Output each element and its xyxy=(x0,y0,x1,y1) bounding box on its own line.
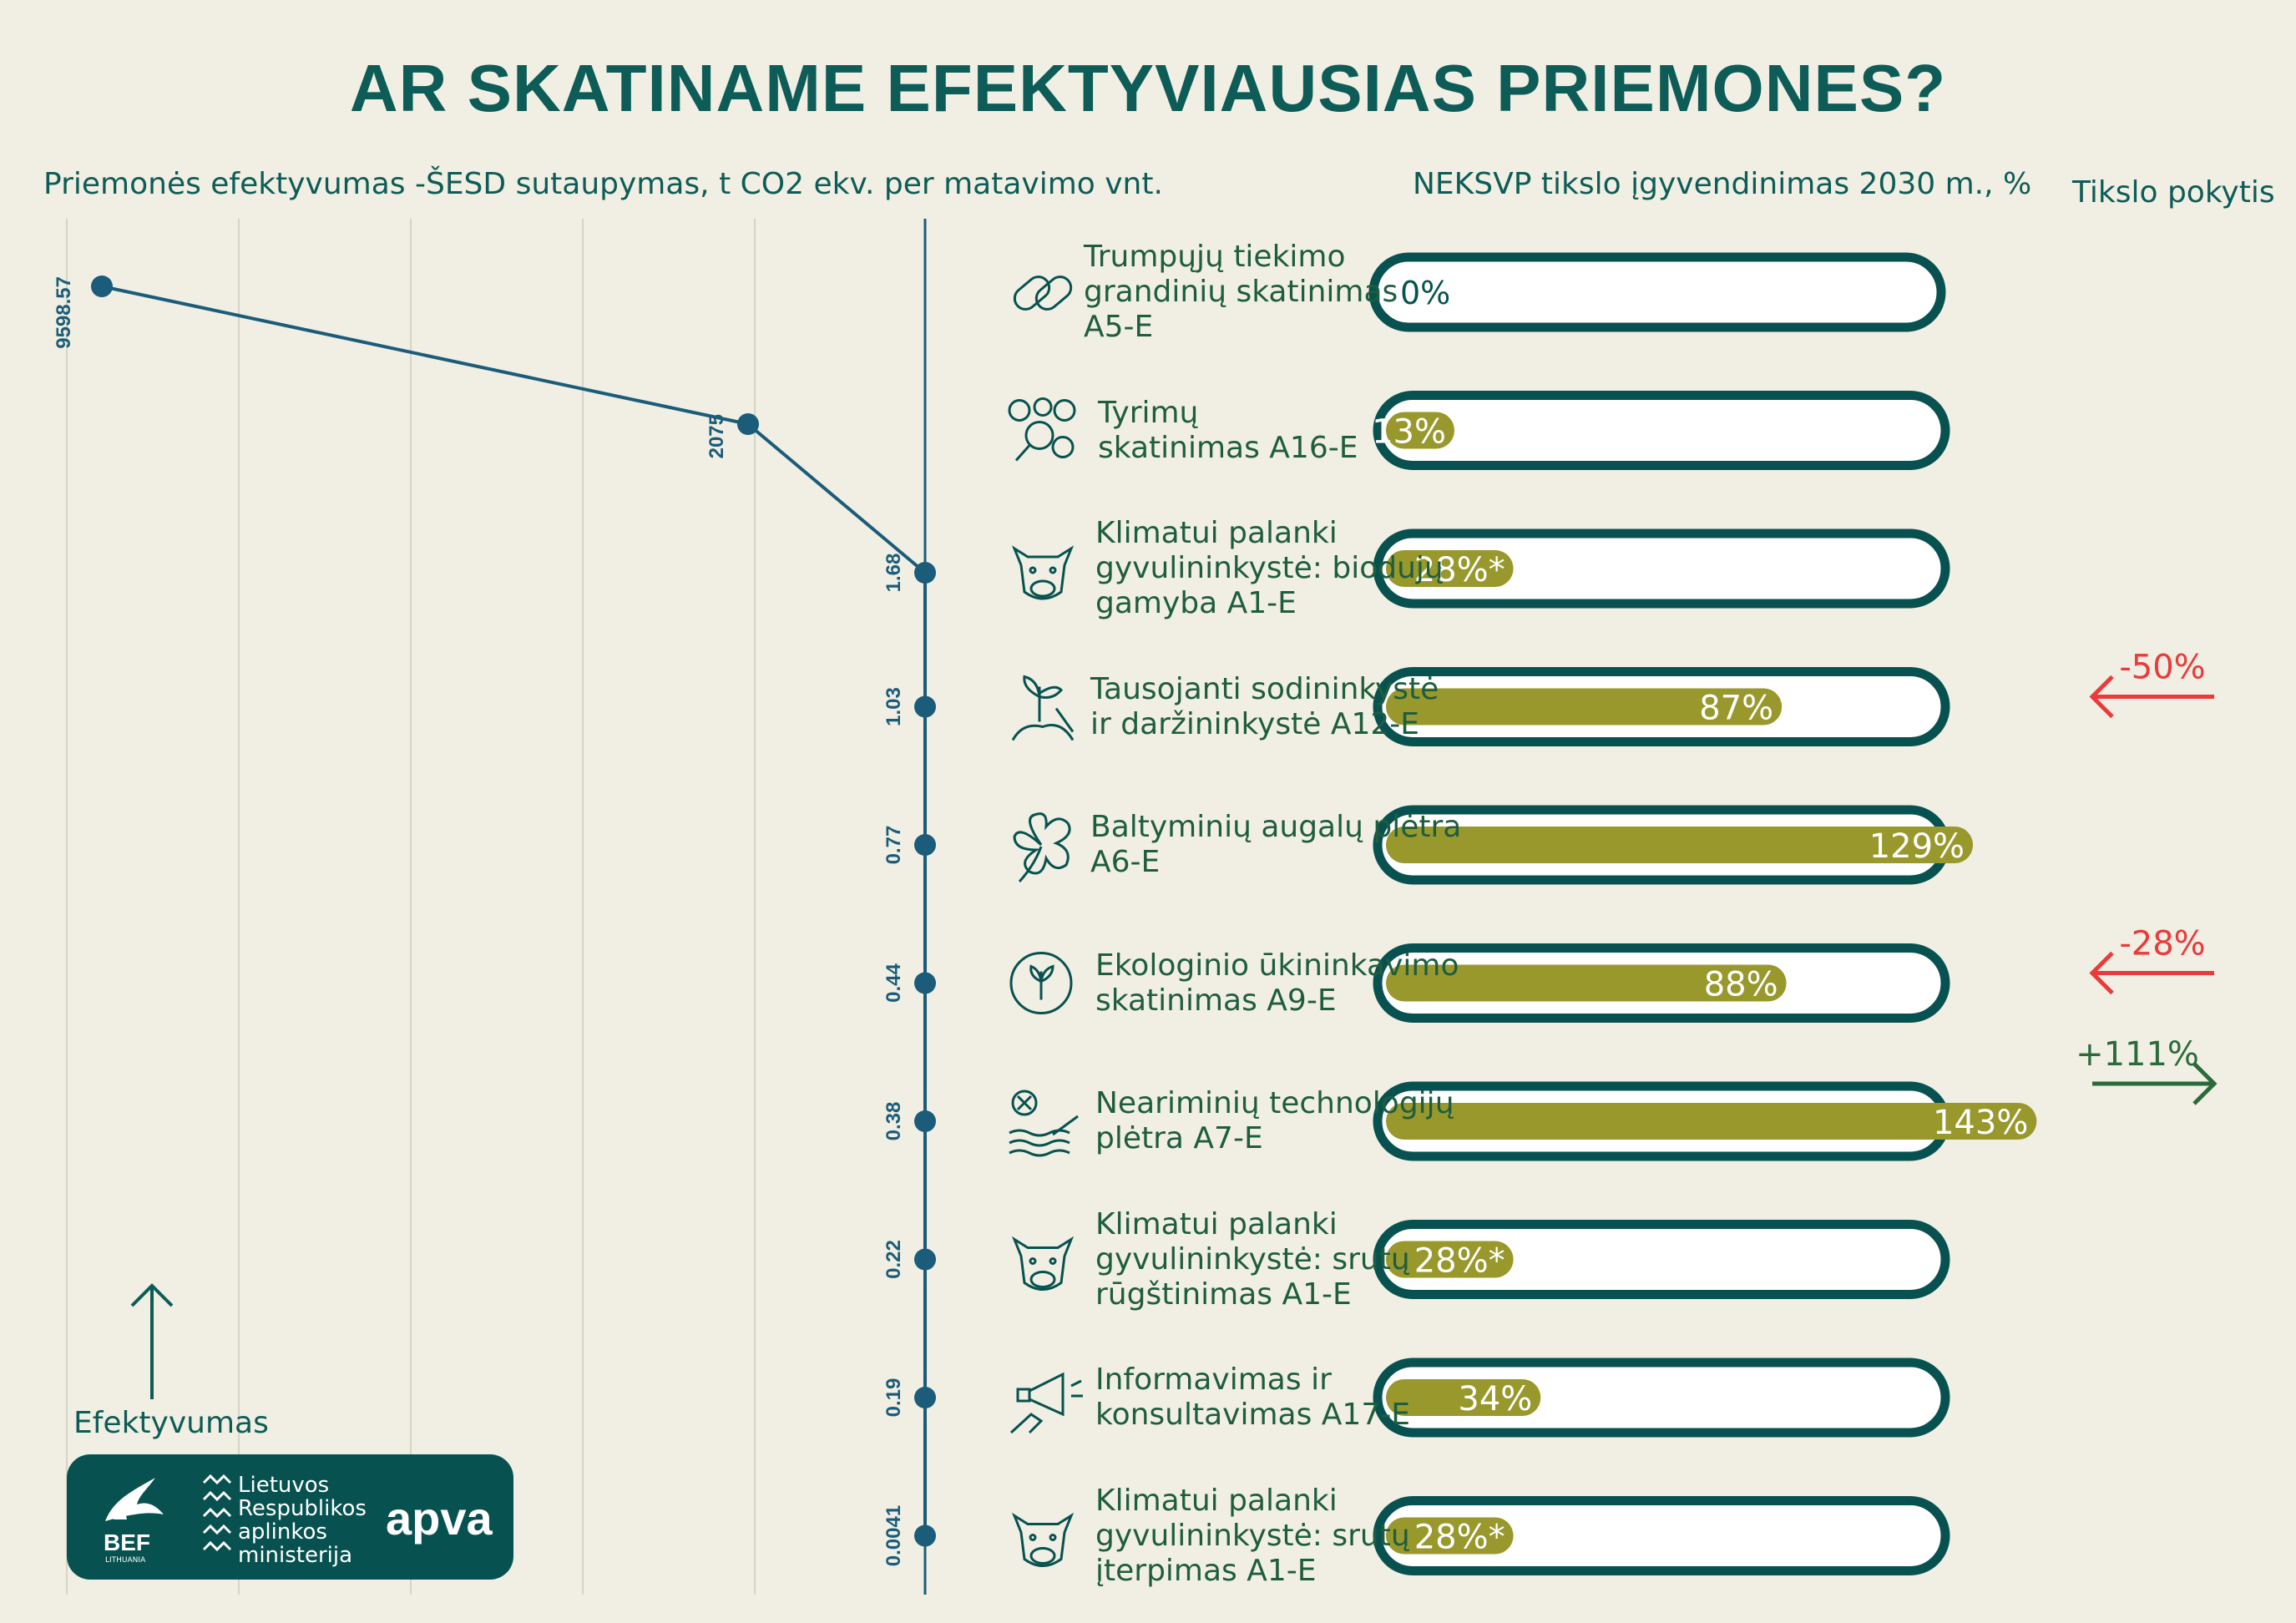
efficiency-value-label-7: 0.22 xyxy=(882,1240,905,1279)
measure-label-line: Klimatui palanki xyxy=(1095,1206,1338,1241)
efficiency-point-8 xyxy=(914,1387,936,1408)
measure-label-line: Tausojanti sodininkystė xyxy=(1090,671,1439,706)
cow-icon xyxy=(1014,1516,1071,1566)
target-bar-value-0: 0% xyxy=(1400,275,1451,311)
efficiency-value-label-9: 0.0041 xyxy=(882,1504,905,1567)
efficiency-point-3 xyxy=(914,696,936,718)
efficiency-series-line xyxy=(102,286,925,1536)
ministry-line-3: aplinkos xyxy=(238,1519,327,1545)
efficiency-value-label-3: 1.03 xyxy=(882,687,905,726)
measure-label-line: plėtra A7-E xyxy=(1095,1121,1263,1155)
research-icon xyxy=(1009,399,1075,461)
ministry-line-4: ministerija xyxy=(238,1543,353,1568)
measure-label-3 xyxy=(1090,672,1439,742)
measure-label-9 xyxy=(1095,1484,1410,1589)
bef-logo-text: BEF xyxy=(104,1529,150,1555)
page-title: AR SKATINAME EFEKTYVIAUSIAS PRIEMONES? xyxy=(349,51,1947,125)
efficiency-value-label-8: 0.19 xyxy=(882,1378,905,1418)
target-bar-value-3: 87% xyxy=(1699,689,1774,728)
efficiency-point-2 xyxy=(914,562,936,584)
measure-label-2 xyxy=(1095,516,1444,621)
efficiency-value-label-2: 1.68 xyxy=(882,553,905,593)
measure-label-line: rūgštinimas A1-E xyxy=(1095,1277,1352,1312)
bar-chart-subtitle: NEKSVP tikslo įgyvendinimas 2030 m., % xyxy=(1413,167,2032,201)
efficiency-value-label-6: 0.38 xyxy=(882,1101,905,1141)
measure-label-7 xyxy=(1095,1207,1410,1312)
efficiency-point-5 xyxy=(914,973,936,994)
measure-label-line: skatinimas A9-E xyxy=(1095,983,1337,1018)
ministry-line-1: Lietuvos xyxy=(238,1473,330,1498)
target-bar-value-6: 143% xyxy=(1932,1104,2029,1142)
gardening-icon xyxy=(1013,677,1073,741)
clover-icon xyxy=(1014,814,1070,882)
measure-label-line: gyvulininkystė: srutų xyxy=(1095,1241,1410,1277)
efficiency-point-6 xyxy=(914,1110,936,1132)
measure-label-line: gamyba A1-E xyxy=(1095,586,1297,620)
measure-label-line: Ekologinio ūkininkavimo xyxy=(1095,948,1459,983)
apva-logo-text: apva xyxy=(386,1492,493,1545)
efficiency-value-label-4: 0.77 xyxy=(882,825,905,865)
measure-label-line: Klimatui palanki xyxy=(1095,1483,1338,1518)
eco-cycle-icon xyxy=(1011,953,1071,1014)
no-till-icon xyxy=(1009,1091,1078,1155)
change-value-6: +111% xyxy=(2076,1035,2199,1074)
measure-label-line: A6-E xyxy=(1090,845,1161,879)
target-bar-value-7: 28%* xyxy=(1414,1241,1505,1281)
measure-label-line: gyvulininkystė: biodujų xyxy=(1095,551,1444,585)
change-value-5: -28% xyxy=(2119,924,2206,963)
efficiency-point-1 xyxy=(737,413,759,435)
efficiency-value-label-1: 2075 xyxy=(705,414,728,459)
ministry-line-2: Respublikos xyxy=(238,1496,367,1521)
left-chart-subtitle: Priemonės efektyvumas -ŠESD sutaupymas, t CO2 ekv. per matavimo vnt. xyxy=(43,167,1163,201)
ministry-emblem-icon xyxy=(200,1474,234,1558)
megaphone-icon xyxy=(1011,1374,1083,1433)
chain-link-icon xyxy=(1010,272,1075,313)
measure-label-line: konsultavimas A17-E xyxy=(1095,1398,1410,1432)
target-bar-value-1: 13% xyxy=(1372,412,1446,452)
change-value-3: -50% xyxy=(2119,648,2206,687)
efficiency-point-4 xyxy=(914,834,936,856)
efficiency-point-7 xyxy=(914,1249,936,1271)
bef-bird-icon xyxy=(97,1471,172,1529)
efficiency-point-9 xyxy=(914,1525,936,1547)
target-bar-frame-0 xyxy=(1373,257,1941,327)
measure-label-4 xyxy=(1090,810,1461,880)
target-bar-value-8: 34% xyxy=(1458,1380,1533,1418)
cow-icon xyxy=(1014,549,1071,599)
target-bar-frame-1 xyxy=(1378,396,1945,466)
partner-logos xyxy=(67,1454,513,1580)
measure-label-1 xyxy=(1098,396,1358,466)
measure-label-8 xyxy=(1095,1363,1410,1433)
measure-label-line: Tyrimų xyxy=(1098,395,1199,430)
measure-label-0 xyxy=(1084,240,1398,345)
target-bar-value-9: 28%* xyxy=(1414,1518,1505,1557)
measure-label-line: Informavimas ir xyxy=(1095,1363,1332,1397)
measure-label-line: įterpimas A1-E xyxy=(1095,1553,1317,1588)
measure-label-line: Baltyminių augalų plėtra xyxy=(1090,810,1462,844)
measure-label-line: gyvulininkystė: srutų xyxy=(1095,1518,1410,1553)
measure-label-6 xyxy=(1095,1086,1454,1156)
measure-label-5 xyxy=(1095,948,1459,1019)
target-bar-value-5: 88% xyxy=(1703,965,1778,1004)
measure-label-line: A5-E xyxy=(1084,310,1154,344)
change-column-subtitle: Tikslo pokytis xyxy=(2072,175,2275,210)
measure-label-line: Klimatui palanki xyxy=(1095,516,1338,550)
efficiency-point-0 xyxy=(91,276,113,297)
bef-country-text: LITHUANIA xyxy=(105,1556,146,1565)
target-bar-value-4: 129% xyxy=(1869,827,1965,866)
measure-label-line: grandinių skatinimas xyxy=(1084,275,1398,309)
measure-label-line: skatinimas A16-E xyxy=(1098,430,1358,465)
effectiveness-label: Efektyvumas xyxy=(73,1406,269,1440)
measure-label-line: Neariminių technologijų xyxy=(1095,1086,1454,1120)
efficiency-value-label-5: 0.44 xyxy=(882,963,905,1003)
efficiency-value-label-0: 9598.57 xyxy=(53,276,75,349)
measure-label-line: ir daržininkystė A12-E xyxy=(1090,706,1419,741)
target-bar-value-2: 28%* xyxy=(1414,551,1505,589)
cow-icon xyxy=(1014,1240,1071,1290)
measure-label-line: Trumpųjų tiekimo xyxy=(1084,240,1346,274)
